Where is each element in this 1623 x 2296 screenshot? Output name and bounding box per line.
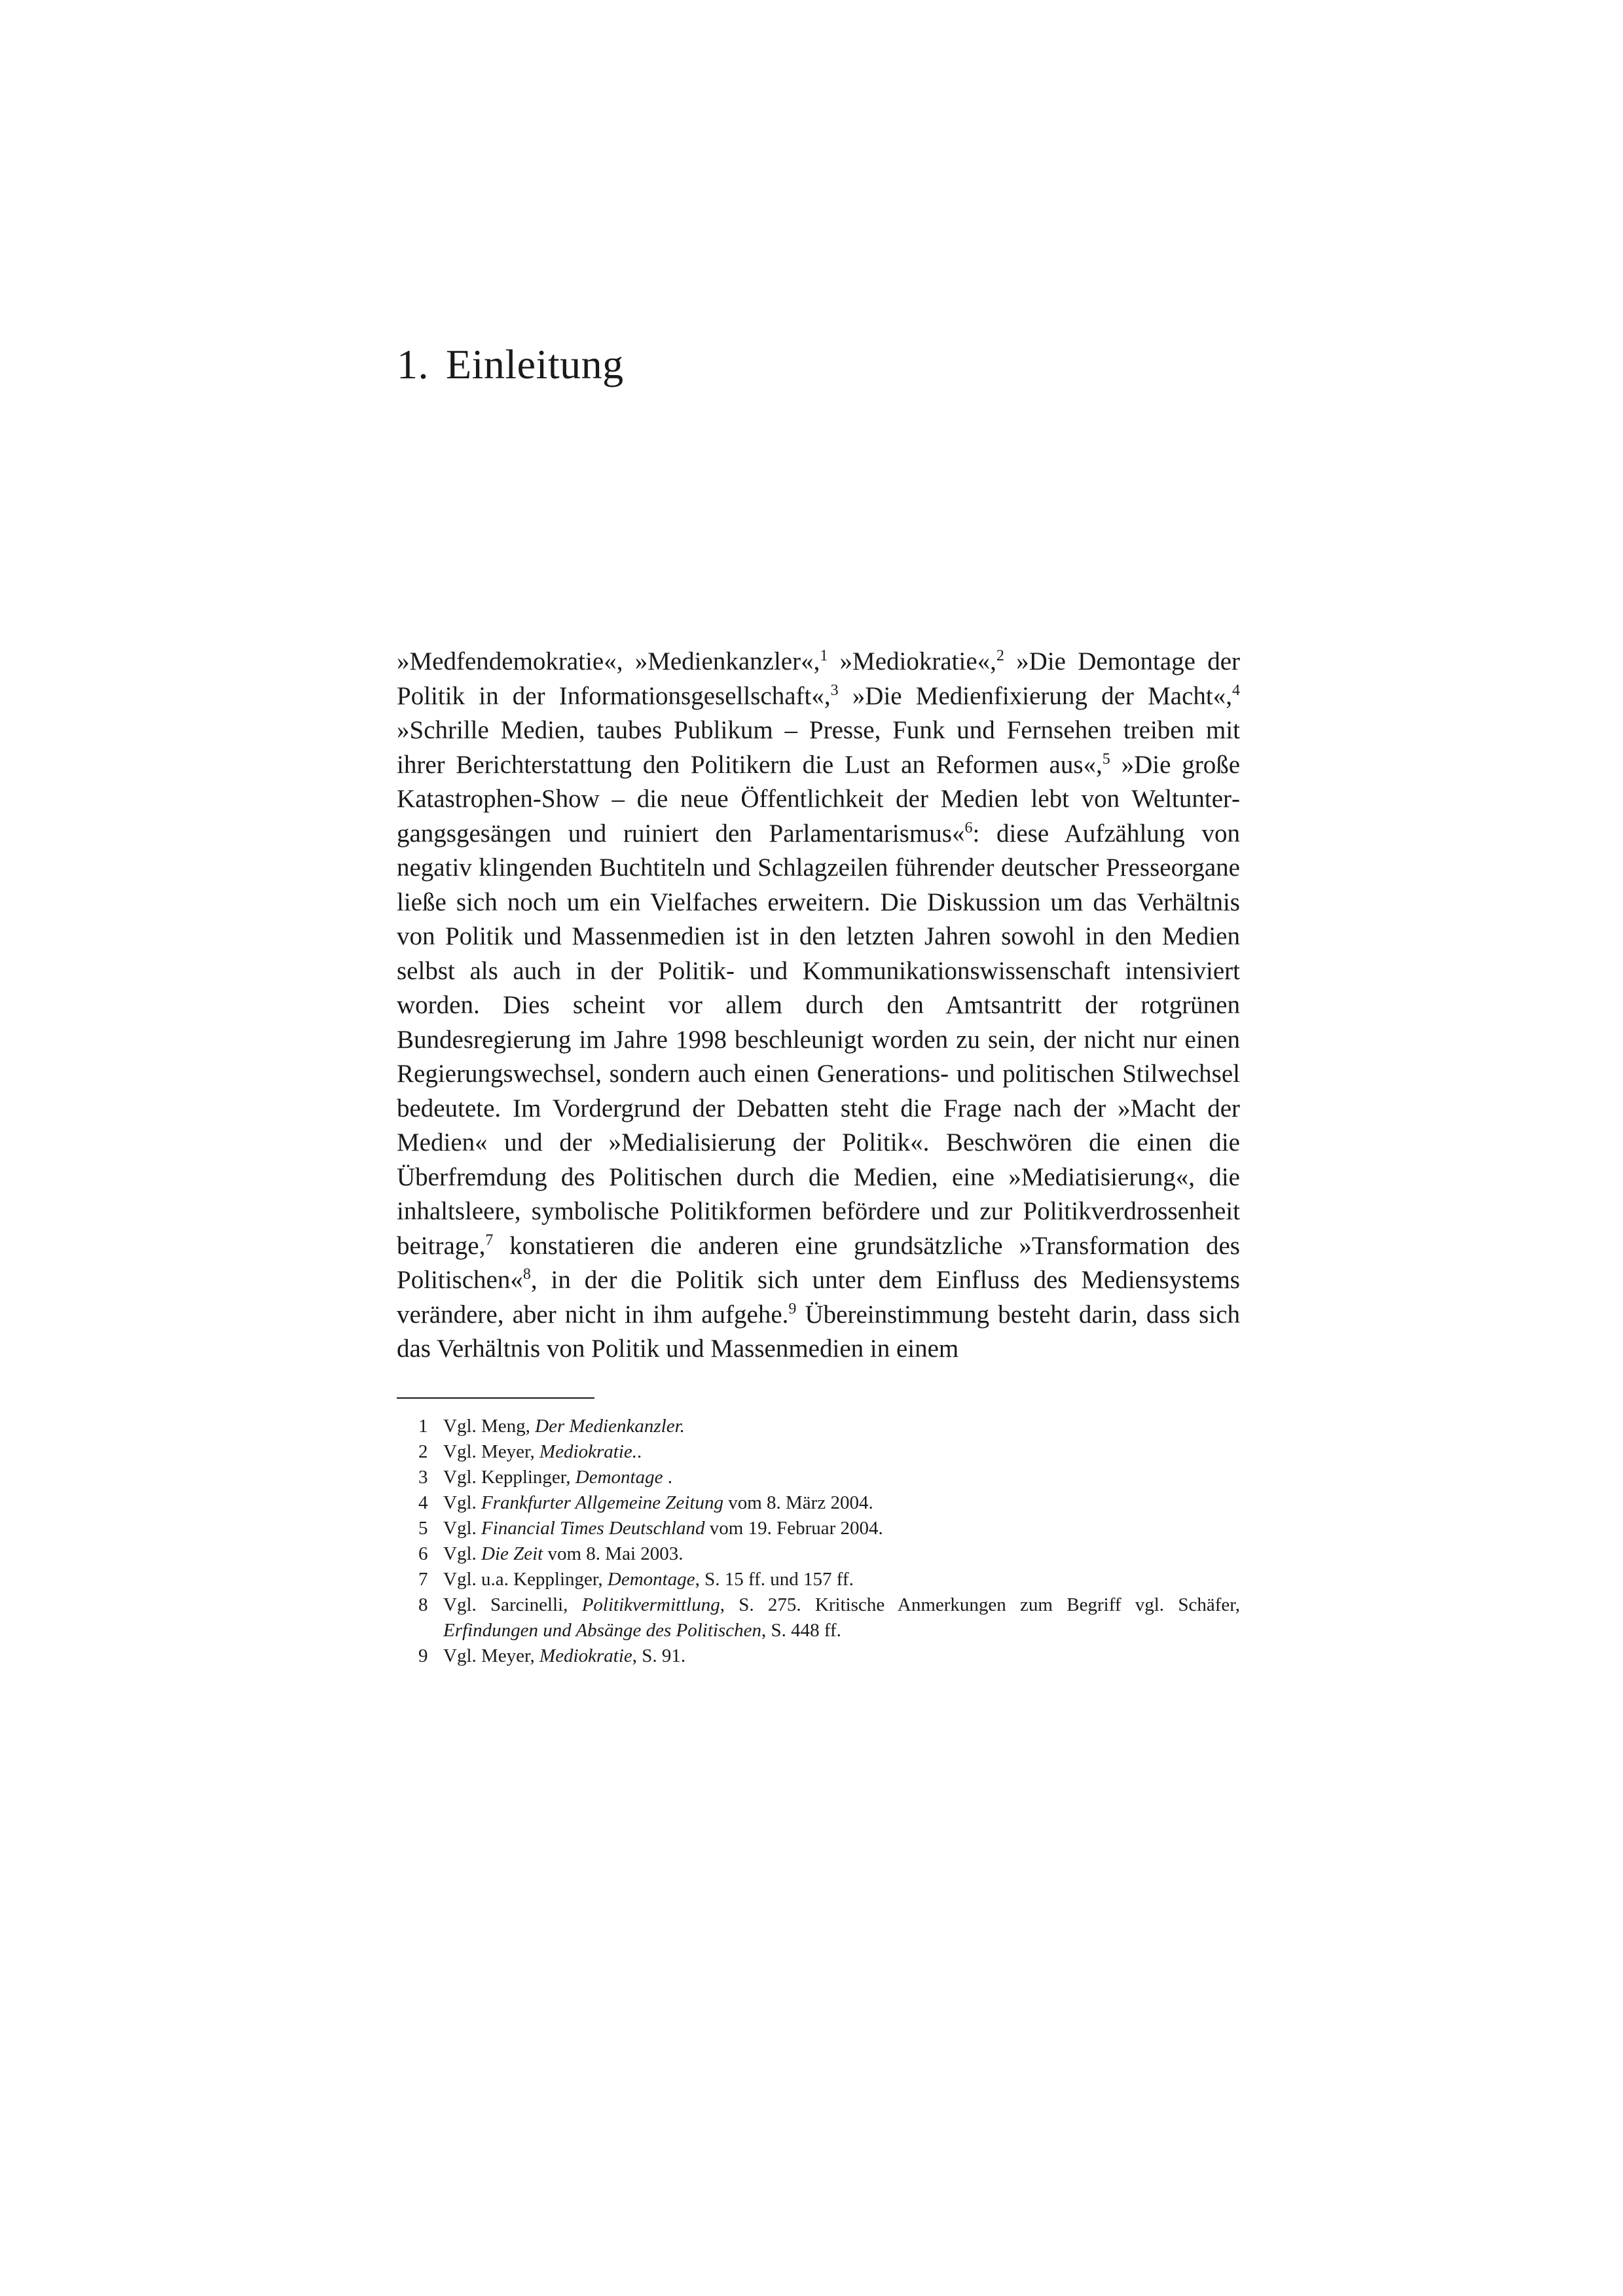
footnote-text-run: Vgl. Meyer, [443, 1645, 540, 1666]
footnote-2 [397, 1439, 1240, 1465]
footnote-8 [397, 1592, 1240, 1643]
footnote-number: 8 [418, 1594, 428, 1615]
footnote-number: 6 [418, 1543, 428, 1564]
chapter-title [397, 340, 624, 389]
text-run: »Die große Katastrophen-Show – die neue Öffentlichkeit der Medien lebt von Weltuntergangsgesängen und ruiniert den Parlamentarismus« [397, 750, 1241, 848]
footnote-text [443, 1414, 1240, 1439]
text-run: »Die Medienfixierung der Macht«, [838, 681, 1232, 710]
footnote-title: Mediokratie. [539, 1441, 638, 1462]
footnote-text-run: . [637, 1441, 642, 1462]
footnote-text-run: , S. 448 ff. [761, 1620, 841, 1641]
footnote-number: 2 [418, 1441, 428, 1462]
text-run: »Schrille Medien, taubes Publikum – Presse, Funk und Fernsehen treiben mit ihrer Berichterstattung den Politikern die Lust an Reformen aus«, [397, 716, 1240, 779]
footnote-number: 5 [418, 1518, 428, 1539]
footnote-3 [397, 1465, 1240, 1490]
text-run: »Medfendemokratie«, »Medienkanzler«, [397, 647, 820, 675]
footnote-ref[interactable]: 5 [1102, 750, 1110, 768]
footnote-text-run: Vgl. Sarcinelli, [443, 1594, 582, 1615]
footnote-title: Demontage [575, 1467, 663, 1488]
footnote-divider [397, 1397, 594, 1399]
footnote-text-run: Vgl. u.a. Kepplinger, [443, 1569, 608, 1590]
footnote-text-run: , S. 91. [632, 1645, 686, 1666]
footnote-text [443, 1541, 1240, 1567]
footnote-text-run: Vgl. [443, 1543, 481, 1564]
chapter-number: 1. [397, 341, 429, 387]
footnote-title: Financial Times Deutschland [481, 1518, 705, 1539]
footnote-text-run: vom 8. Mai 2003. [543, 1543, 684, 1564]
footnote-text [443, 1490, 1240, 1516]
footnote-number: 3 [418, 1467, 428, 1488]
footnote-title: Mediokratie [539, 1645, 632, 1666]
footnote-4 [397, 1490, 1240, 1516]
footnote-text [443, 1643, 1240, 1669]
footnote-list [397, 1414, 1240, 1669]
footnote-ref[interactable]: 8 [522, 1266, 531, 1283]
text-run: konstatieren die anderen eine grundsätzliche »Transformation des Politischen« [397, 1231, 1240, 1294]
footnote-text-run: Vgl. [443, 1518, 481, 1539]
footnote-title: Frankfurter Allgemeine Zeitung [481, 1492, 729, 1513]
footnote-7 [397, 1567, 1240, 1592]
footnote-text [443, 1516, 1240, 1541]
footnote-title: Politikvermittlung [581, 1594, 720, 1615]
footnote-number: 4 [418, 1492, 428, 1513]
footnote-9 [397, 1643, 1240, 1669]
footnote-text [443, 1592, 1240, 1643]
footnote-title: Der Medienkanzler. [535, 1416, 685, 1437]
footnote-title: Demontage [607, 1569, 695, 1590]
footnote-text [443, 1439, 1240, 1465]
footnote-text-run: Vgl. [443, 1492, 481, 1513]
footnote-5 [397, 1516, 1240, 1541]
text-run: , in der die Politik sich unter dem Einfluss des Mediensystems verändere, aber nicht in ihm aufgehe. [397, 1266, 1240, 1329]
footnote-number: 1 [418, 1416, 428, 1437]
footnote-text [443, 1567, 1240, 1592]
footnote-number: 7 [418, 1569, 428, 1590]
footnote-number: 9 [418, 1645, 428, 1666]
footnote-text-run: Vgl. Meng, [443, 1416, 536, 1437]
footnote-ref[interactable]: 2 [996, 647, 1004, 664]
footnote-ref[interactable]: 3 [830, 681, 839, 699]
footnote-6 [397, 1541, 1240, 1567]
footnote-ref[interactable]: 9 [788, 1300, 797, 1318]
footnote-ref[interactable]: 1 [820, 647, 828, 664]
text-run: Übereinstimmung besteht darin, dass sich das Verhältnis von Politik und Massenmedien in einem [397, 1300, 1241, 1363]
footnote-text-run: . [663, 1467, 672, 1488]
footnote-text-run: Vgl. Kepplinger, [443, 1467, 575, 1488]
footnote-text-run: vom 19. Februar 2004. [704, 1518, 883, 1539]
footnote-1 [397, 1414, 1240, 1439]
footnote-title: Erfindungen und Absänge des Politischen [443, 1620, 761, 1641]
footnote-ref[interactable]: 4 [1231, 681, 1240, 699]
chapter-title-text: Einleitung [446, 341, 624, 387]
footnote-ref[interactable]: 6 [964, 819, 973, 836]
footnote-text-run: Vgl. Meyer, [443, 1441, 540, 1462]
body-paragraph [397, 645, 1240, 1367]
text-run: »Die Demontage der Politik in der Informationsgesellschaft«, [397, 647, 1240, 710]
footnote-text-run: , S. 15 ff. und 157 ff. [695, 1569, 854, 1590]
footnote-text-run: vom 8. März 2004. [728, 1492, 873, 1513]
text-run: : diese Aufzählung von negativ klingenden Buchtiteln und Schlagzeilen führender deutscher Presseorgane ließe sich noch um ein Vielfaches erweitern. Die Diskussion um das Verhältnis von Politik und Massenmedien ist in den letzten Jahren sowohl in den Medien selbst als auch in der Politik- und Kommunikationswissenschaft intensiviert worden. Dies scheint vor allem durch den Amtsantritt der rotgrünen Bundesregierung im Jahre 1998 beschleunigt worden zu sein, der nicht nur einen Regierungswechsel, sondern auch einen Generations- und politischen Stilwechsel bedeutete. Im Vordergrund der Debatten steht die Frage nach der »Macht der Medien« und der »Medialisierung der Politik«. Beschwören die einen die Überfremdung des Politischen durch die Medien, eine »Mediatisierung«, die inhaltsleere, symbolische Politikformen befördere und zur Politikverdrossenheit beitrage, [397, 819, 1240, 1260]
footnote-title: Die Zeit [481, 1543, 543, 1564]
footnote-text [443, 1465, 1240, 1490]
footnote-ref[interactable]: 7 [485, 1231, 494, 1249]
footnote-text-run: , S. 275. Kritische Anmerkungen zum Begriff vgl. Schäfer, [720, 1594, 1240, 1615]
text-run: »Mediokratie«, [828, 647, 996, 675]
